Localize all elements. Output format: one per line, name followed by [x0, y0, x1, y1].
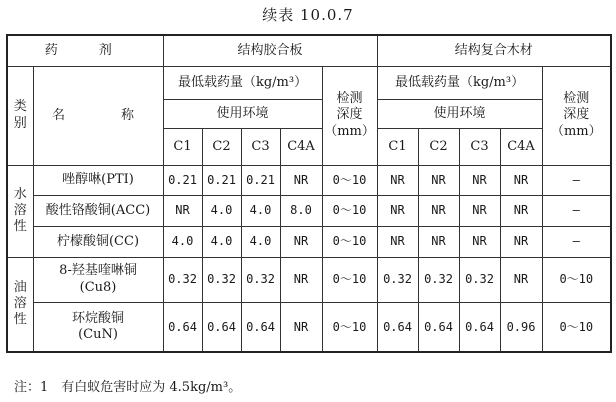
agent-name: 环烷酸铜 (CuN) [33, 302, 163, 352]
header-plywood: 结构胶合板 [163, 35, 377, 66]
value-cell: NR [459, 195, 500, 226]
depth-cell: 0～10 [322, 226, 377, 257]
value-cell: 4.0 [241, 226, 280, 257]
value-cell: 0.64 [202, 302, 241, 352]
value-cell: 0.96 [500, 302, 542, 352]
table-row [7, 165, 611, 195]
value-cell: NR [280, 165, 322, 195]
depth-cell: 0～10 [542, 302, 611, 352]
value-cell: NR [377, 165, 418, 195]
header-agent: 药 剂 [7, 35, 163, 66]
value-cell: 0.21 [241, 165, 280, 195]
agent-name: 8-羟基喹啉铜 (Cu8) [33, 257, 163, 302]
header-category: 类 别 [7, 66, 33, 165]
value-cell: 0.21 [163, 165, 202, 195]
value-cell: 0.32 [459, 257, 500, 302]
value-cell: NR [280, 226, 322, 257]
depth-cell: — [542, 226, 611, 257]
agent-name: 柠檬酸铜(CC) [33, 226, 163, 257]
value-cell: NR [280, 302, 322, 352]
value-cell: 0.32 [377, 257, 418, 302]
group-label-water: 水 溶 性 [7, 165, 33, 257]
table-row [7, 226, 611, 257]
env-c4a: C4A [280, 128, 322, 165]
value-cell: 0.32 [163, 257, 202, 302]
value-cell: 0.64 [377, 302, 418, 352]
value-cell: NR [377, 195, 418, 226]
value-cell: NR [377, 226, 418, 257]
env-c2: C2 [202, 128, 241, 165]
env-c3: C3 [241, 128, 280, 165]
table-row [7, 257, 611, 302]
env-c3: C3 [459, 128, 500, 165]
value-cell: 4.0 [241, 195, 280, 226]
value-cell: NR [500, 226, 542, 257]
value-cell: 4.0 [163, 226, 202, 257]
header-composite: 结构复合木材 [377, 35, 611, 66]
header-plywood-env: 使用环境 [163, 99, 322, 128]
value-cell: 0.32 [241, 257, 280, 302]
table-row [7, 195, 611, 226]
depth-cell: — [542, 195, 611, 226]
agent-name: 酸性铬酸铜(ACC) [33, 195, 163, 226]
value-cell: NR [500, 257, 542, 302]
depth-cell: 0～10 [322, 165, 377, 195]
value-cell: NR [459, 165, 500, 195]
value-cell: 4.0 [202, 195, 241, 226]
value-cell: NR [280, 257, 322, 302]
depth-cell: — [542, 165, 611, 195]
value-cell: 0.32 [418, 257, 459, 302]
header-plywood-min-load: 最低载药量（kg/m³） [163, 66, 322, 99]
value-cell: 0.64 [163, 302, 202, 352]
table-row [7, 302, 611, 352]
depth-cell: 0～10 [322, 195, 377, 226]
header-composite-min-load: 最低载药量（kg/m³） [377, 66, 542, 99]
value-cell: 8.0 [280, 195, 322, 226]
env-c1: C1 [163, 128, 202, 165]
value-cell: NR [418, 195, 459, 226]
preservative-load-table [6, 34, 612, 353]
header-plywood-depth: 检测 深度 （mm） [322, 66, 377, 165]
value-cell: NR [459, 226, 500, 257]
value-cell: NR [500, 165, 542, 195]
env-c4a: C4A [500, 128, 542, 165]
env-c1: C1 [377, 128, 418, 165]
env-c2: C2 [418, 128, 459, 165]
value-cell: 0.64 [418, 302, 459, 352]
value-cell: 0.21 [202, 165, 241, 195]
group-label-oil: 油 溶 性 [7, 257, 33, 352]
depth-cell: 0～10 [322, 302, 377, 352]
agent-name: 唑醇啉(PTI) [33, 165, 163, 195]
depth-cell: 0～10 [322, 257, 377, 302]
value-cell: 4.0 [202, 226, 241, 257]
value-cell: 0.64 [241, 302, 280, 352]
depth-cell: 0～10 [542, 257, 611, 302]
value-cell: 0.32 [202, 257, 241, 302]
value-cell: 0.64 [459, 302, 500, 352]
value-cell: NR [500, 195, 542, 226]
value-cell: NR [418, 226, 459, 257]
table-title: 续表 10.0.7 [262, 6, 354, 24]
value-cell: NR [163, 195, 202, 226]
header-name: 名 称 [33, 66, 163, 165]
header-composite-depth: 检测 深度 （mm） [542, 66, 611, 165]
value-cell: NR [418, 165, 459, 195]
footnote: 注：1 有白蚁危害时应为 4.5kg/m³。 [14, 380, 242, 395]
header-composite-env: 使用环境 [377, 99, 542, 128]
